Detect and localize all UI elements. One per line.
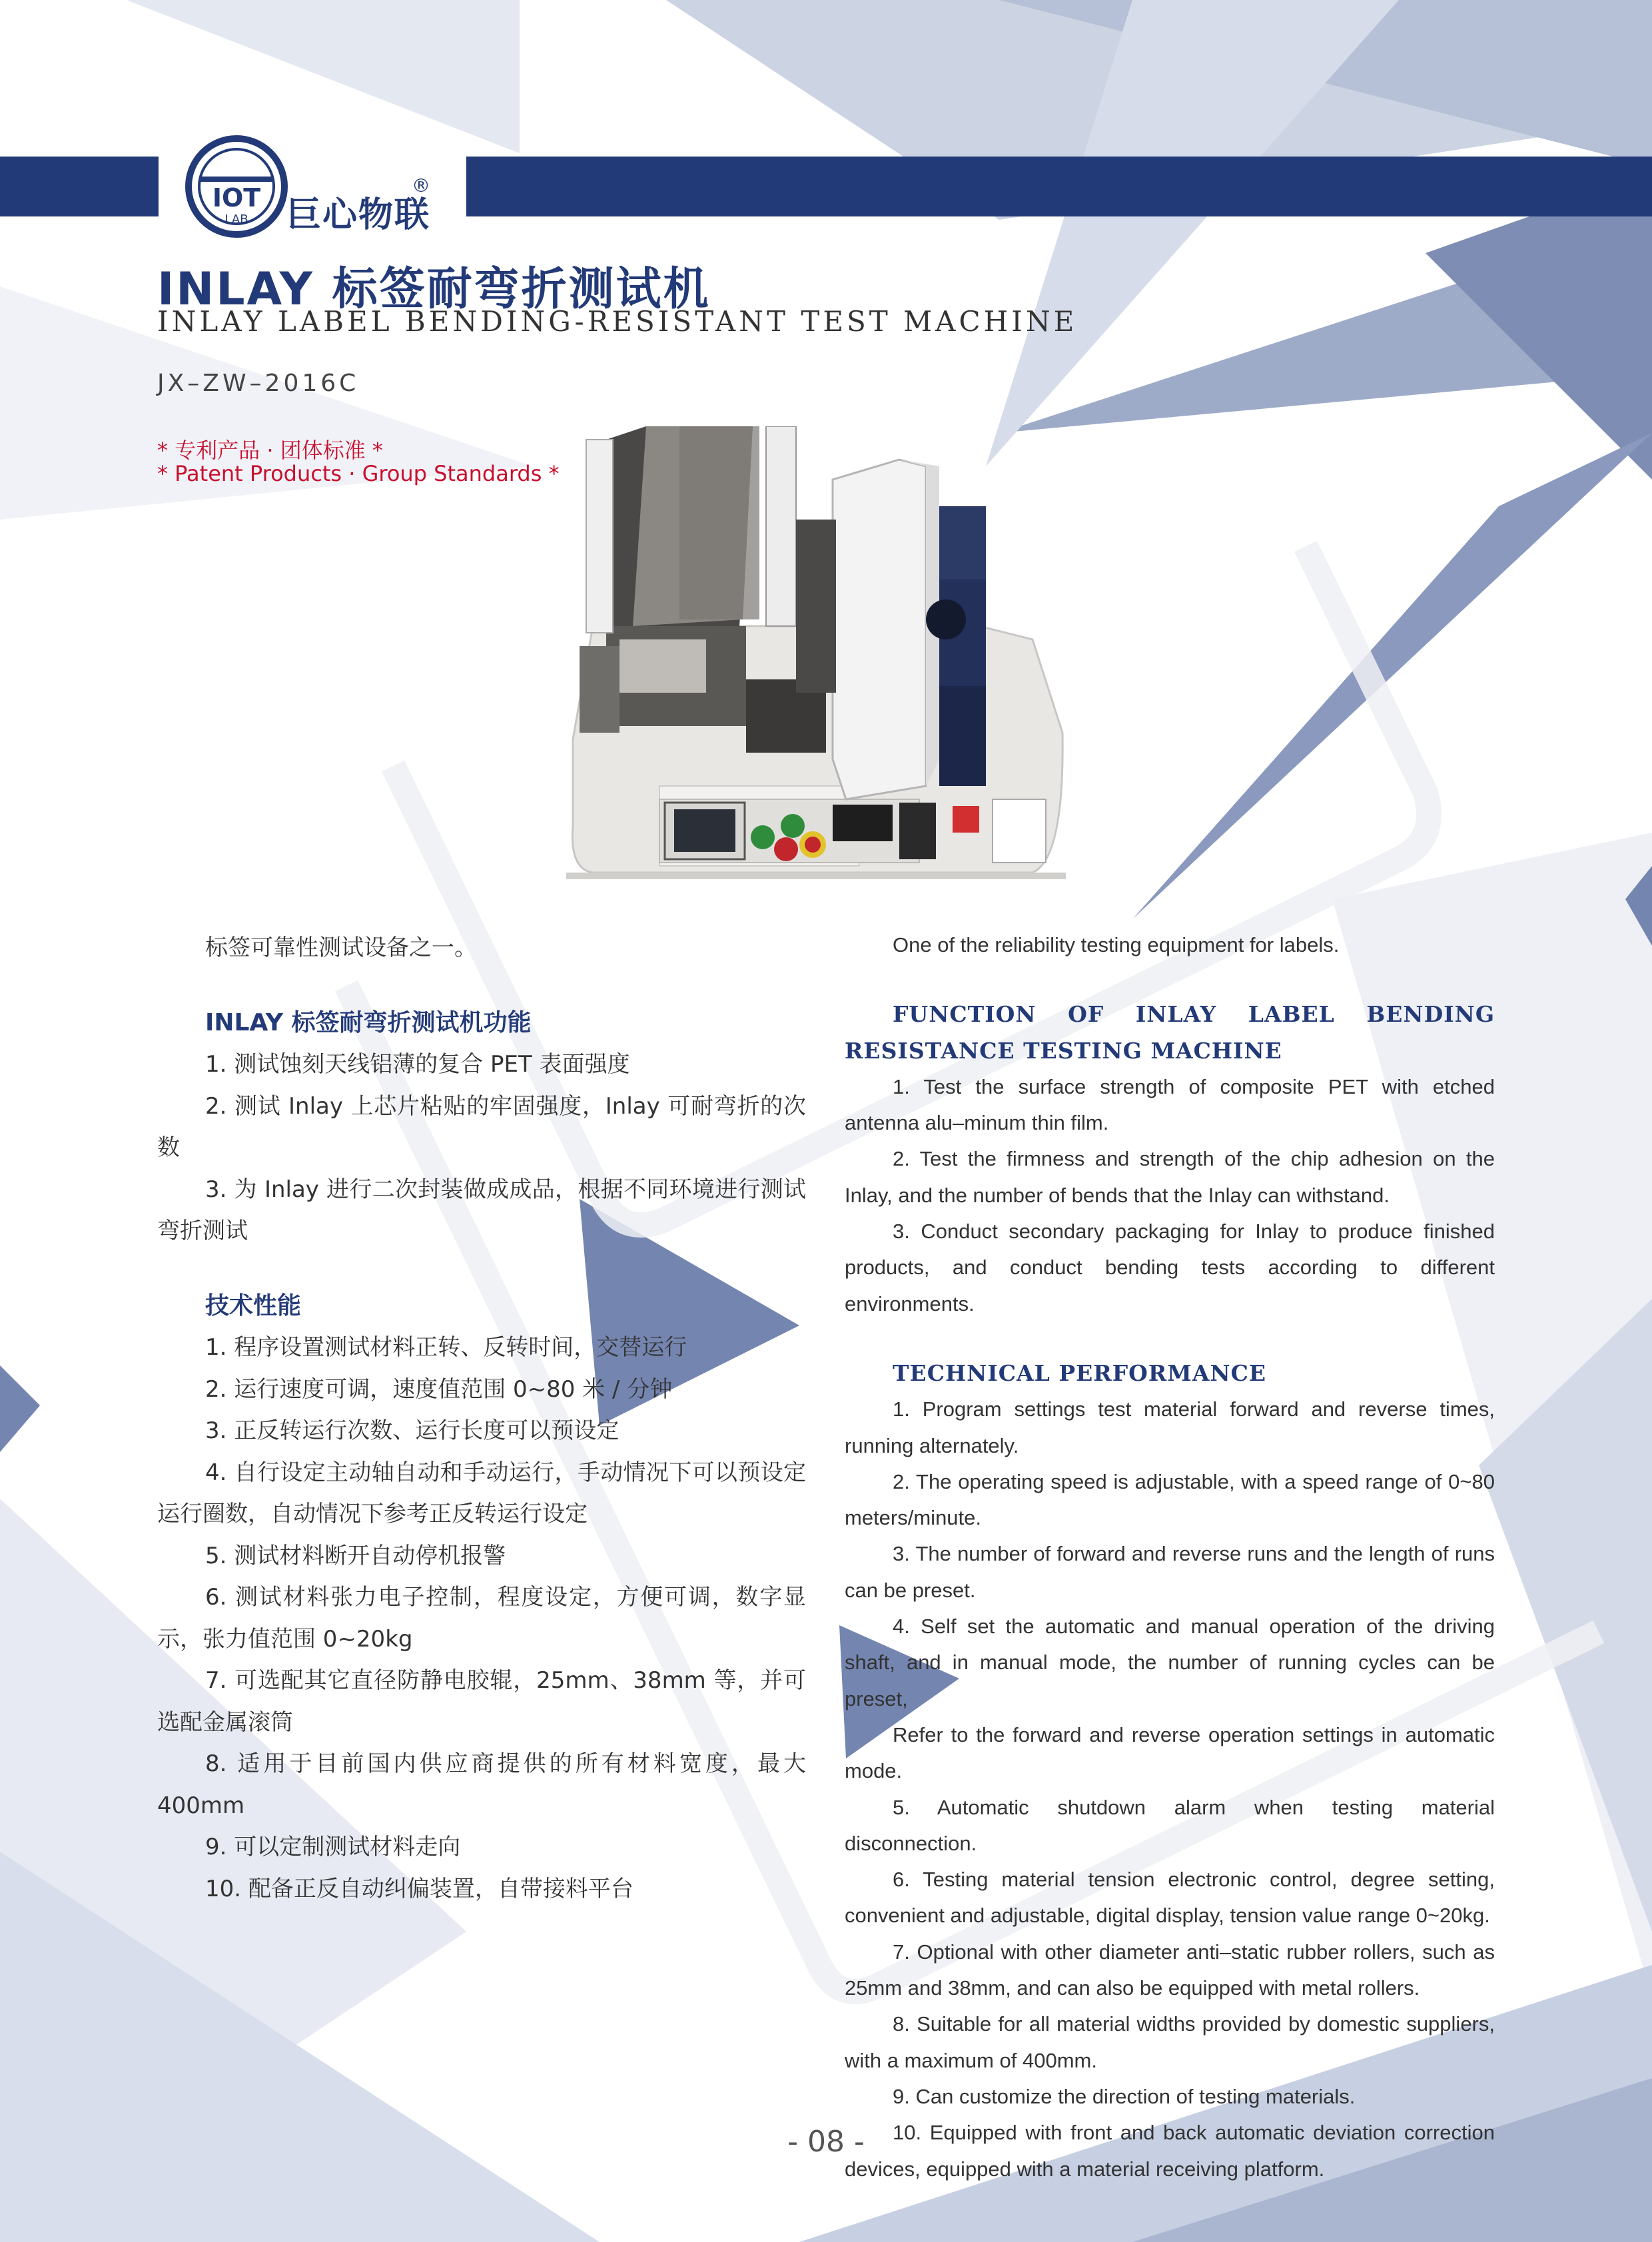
en-performance-item: 1. Program settings test material forward and reverse times, running alternately. (845, 1397, 1495, 1457)
svg-text:IOT: IOT (212, 183, 261, 212)
svg-text:LAB: LAB (224, 212, 248, 226)
cn-performance-item: 7. 可选配其它直径防静电胶辊，25mm、38mm 等，并可选配金属滚筒 (157, 1667, 806, 1736)
cn-function-heading: INLAY 标签耐弯折测试机功能 (205, 1008, 532, 1036)
en-performance-item: 9. Can customize the direction of testing materials. (893, 2084, 1356, 2108)
machine-photo (566, 426, 1066, 879)
en-performance-item: Refer to the forward and reverse operation settings in automatic mode. (845, 1722, 1495, 1783)
en-function-heading: FUNCTION OF INLAY LABEL BENDING RESISTANCE TESTING MACHINE (845, 1001, 1495, 1064)
patent-tag-en: * Patent Products · Group Standards * (157, 461, 560, 486)
en-performance-item: 2. The operating speed is adjustable, with a speed range of 0~80 meters/minute. (845, 1469, 1495, 1530)
cn-function-item: 3. 为 Inlay 进行二次封装做成成品，根据不同环境进行测试弯折测试 (157, 1176, 806, 1244)
page-title-en: INLAY LABEL BENDING-RESISTANT TEST MACHINE (157, 305, 1078, 338)
page-title-cn: INLAY 标签耐弯折测试机 (157, 263, 711, 316)
en-function-item: 1. Test the surface strength of composite PET with etched antenna alu–minum thin film. (845, 1074, 1495, 1135)
header-banner-left (0, 157, 159, 216)
cn-content (157, 927, 806, 1910)
header-banner-right (466, 157, 1652, 216)
cn-performance-item: 4. 自行设定主动轴自动和手动运行，手动情况下可以预设定运行圈数，自动情况下参考正反转运行设定 (157, 1459, 806, 1527)
cn-performance-item: 6. 测试材料张力电子控制，程度设定，方便可调，数字显示，张力值范围 0~20kg (157, 1584, 806, 1653)
cn-performance-item: 10. 配备正反自动纠偏装置，自带接料平台 (205, 1875, 633, 1902)
en-function-item: 3. Conduct secondary packaging for Inlay to produce finished products, and conduct bending tests according to different environments. (845, 1220, 1495, 1315)
en-performance-item: 6. Testing material tension electronic control, degree setting, convenient and adjustable, digital display, tension value range 0~20kg. (845, 1868, 1495, 1928)
cn-performance-item: 5. 测试材料断开自动停机报警 (205, 1542, 506, 1569)
model-number: JX–ZW–2016C (157, 370, 360, 397)
cn-performance-item: 8. 适用于目前国内供应商提供的所有材料宽度，最大400mm (157, 1750, 806, 1819)
en-performance-item: 7. Optional with other diameter anti–static rubber rollers, such as 25mm and 38mm, and can also be equipped with metal rollers. (845, 1940, 1495, 2000)
en-content (845, 927, 1495, 2187)
cn-performance-item: 3. 正反转运行次数、运行长度可以预设定 (205, 1417, 620, 1444)
cn-performance-item: 9. 可以定制测试材料走向 (205, 1834, 461, 1860)
cn-function-item: 2. 测试 Inlay 上芯片粘贴的牢固强度，Inlay 可耐弯折的次数 (157, 1092, 806, 1161)
en-performance-item: 3. The number of forward and reverse runs and the length of runs can be preset. (845, 1542, 1495, 1602)
registered-mark: ® (412, 175, 430, 196)
en-performance-item: 4. Self set the automatic and manual operation of the driving shaft, and in manual mode, the number of running cycles can be preset, (845, 1615, 1495, 1710)
en-performance-heading: TECHNICAL PERFORMANCE (893, 1359, 1267, 1386)
cn-performance-item: 1. 程序设置测试材料正转、反转时间，交替运行 (205, 1334, 687, 1361)
en-performance-item: 5. Automatic shutdown alarm when testing material disconnection. (845, 1795, 1495, 1855)
cn-function-item: 1. 测试蚀刻天线铝薄的复合 PET 表面强度 (205, 1051, 630, 1078)
patent-tag-cn: * 专利产品 · 团体标准 * (157, 438, 383, 463)
en-performance-item: 10. Equipped with front and back automatic deviation correction devices, equipped with a material receiving platform. (845, 2121, 1495, 2181)
page-number: - 08 - (787, 2125, 865, 2159)
en-function-item: 2. Test the firmness and strength of the chip adhesion on the Inlay, and the number of bends that the Inlay can withstand. (845, 1147, 1495, 1207)
cn-performance-heading: 技术性能 (205, 1292, 302, 1319)
cn-intro: 标签可靠性测试设备之一。 (205, 934, 477, 961)
en-intro: One of the reliability testing equipment for labels. (893, 933, 1340, 956)
en-performance-item: 8. Suitable for all material widths provided by domestic suppliers, with a maximum of 400mm. (845, 2012, 1495, 2072)
brand-name: 巨心物联 (286, 195, 431, 235)
cn-performance-item: 2. 运行速度可调，速度值范围 0~80 米 / 分钟 (205, 1375, 673, 1403)
